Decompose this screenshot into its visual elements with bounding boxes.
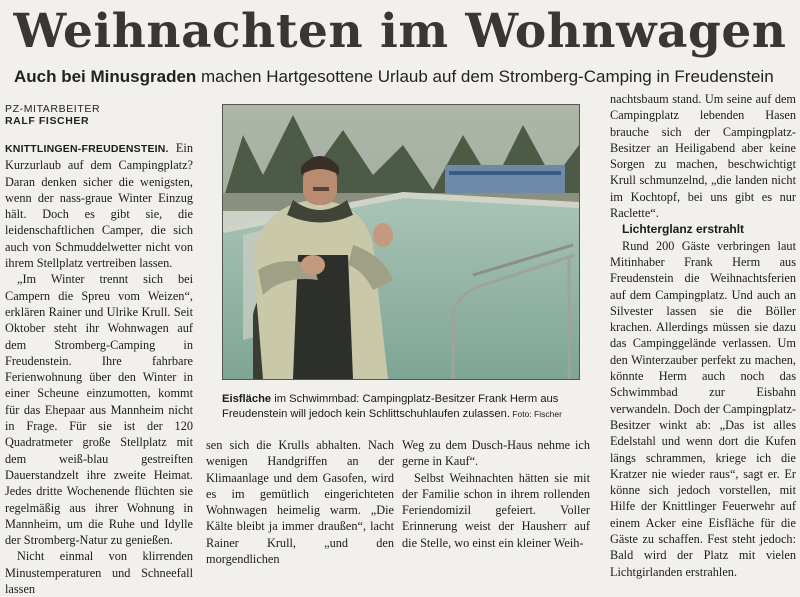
- photo-credit: Foto: Fischer: [509, 409, 562, 419]
- headline: Weihnachten im Wohnwagen: [13, 4, 787, 59]
- paragraph-4: sen sich die Krulls abhalten. Nach wenigen Handgriffen an der Klimaanlage und dem Gasofen, wird es im gemütlich eingerichteten Wohnwagen heimelig warm. „Die Kälte bleibt ja immer draußen“, lacht Rainer Krull, „und den morgendlichen: [206, 438, 394, 567]
- article-photo: [222, 104, 580, 380]
- paragraph-1: [5, 140, 193, 271]
- photo-caption: [222, 392, 592, 422]
- paragraph-2: „Im Winter trennt sich bei Campern die Spreu vom Weizen“, erklären Rainer und Ulrike Krull. Seit Oktober steht ihr Wohnwagen auf dem Stromberg-Camping in Freudenstein. Ihre fahrbare Ferienwohnung über den Winter in einer Scheune einzumotten, kommt für das Ehepaar aus Mannheim nicht in Frage. Für sie ist der 120 Quadratmeter große Stellplatz mit dem weiß-blau gestreiften Dauerstandzelt ihre zweite Heimat. Jedes dritte Wochenende flüchten sie regelmäßig aus ihrer Wohnung in Mannheim, um die Ruhe und Idylle der Stromberg-Natur zu genießen.: [5, 272, 193, 548]
- paragraph-8: Rund 200 Gäste verbringen laut Mitinhaber Frank Herm aus Freudenstein die Weihnachtsferien auf dem Campingplatz. Und auch an Silvester lassen sie die Böller krachen. Allerdings müssen sie dazu das Campinggelände verlassen. Um den Winterzauber perfekt zu machen, könnte Herm auch noch das Schwimmbad zur Eisbahn verwandeln. Doch der Campingplatz-Besitzer winkt ab: „Das ist alles Edelstahl und wenn dort die Kufen längs schrammen, kriege ich die Kratzer nie wieder raus“, sagt er. Er könne sich jedoch vorstellen, mit Hilfe der Knittlinger Feuerwehr auf einem Acker eine Eisfläche für die Gäste zu schaffen. Fest steht jedoch: Bald wird der Platz mit vielen Lichtgirlanden erstrahlen.: [610, 238, 796, 579]
- photo-image: [223, 105, 579, 379]
- author-role: PZ-MITARBEITER: [5, 103, 101, 115]
- article-column-5: [610, 91, 796, 580]
- author-name: RALF FISCHER: [5, 115, 90, 127]
- subheadline: [14, 66, 794, 88]
- paragraph-5: Weg zu dem Dusch-Haus nehme ich gerne in Kauf“.: [402, 438, 590, 469]
- article-column-3: [206, 437, 394, 567]
- paragraph-3: Nicht einmal von klirrenden Minustemperaturen und Schneefall lassen: [5, 549, 193, 597]
- article-column-4: [402, 437, 590, 551]
- caption-bold: Eisfläche: [222, 393, 272, 405]
- paragraph-7: nachtsbaum stand. Um seine auf dem Campingplatz lebenden Hasen brauche sich der Campingplatz-Besitzer an Heiligabend aber keine Sorgen zu machen, beschwichtigt Krull schmunzelnd, „die landen nicht im Kochtopf, bei uns gibt es nur Raclette“.: [610, 92, 796, 221]
- author-byline: [5, 103, 195, 127]
- article-column-1: [5, 140, 193, 597]
- paragraph-1-text: Ein Kurzurlaub auf dem Campingplatz? Daran denken sicher die wenigsten, wenn der nass-graue Winter Einzug hält. Doch es gibt sie, die leidenschaftlichen Camper, die sich auch von Schmuddelwetter nicht von ihrem Stellplatz vertreiben lassen.: [5, 141, 193, 271]
- section-subtitle: Lichterglanz erstrahlt: [622, 222, 745, 237]
- caption-text: im Schwimmbad: Campingplatz-Besitzer Frank Herm aus Freudenstein will jedoch kein Schlittschuhlaufen zulassen.: [222, 393, 559, 420]
- subheadline-bold: Auch bei Minusgraden: [14, 67, 197, 86]
- dateline: KNITTLINGEN-FREUDENSTEIN.: [5, 143, 169, 155]
- subheadline-rest: machen Hartgesottene Urlaub auf dem Stromberg-Camping in Freudenstein: [196, 67, 774, 86]
- paragraph-6: Selbst Weihnachten hätten sie mit der Familie schon in ihrem rollenden Feriendomizil gefeiert. Voller Erinnerung weist der Hausherr auf die Stelle, wo einst ein kleiner Weih-: [402, 470, 590, 550]
